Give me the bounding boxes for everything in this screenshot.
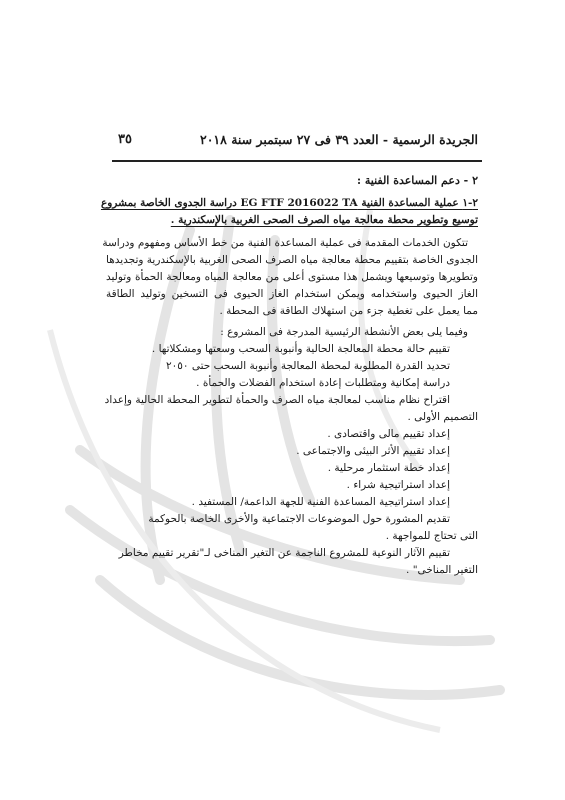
activities-intro: وفيما يلى بعض الأنشطة الرئيسية المدرجة فى المشروع : (220, 326, 468, 338)
subsection-heading-text-2: توسيع وتطوير محطة معالجة مياه الصرف الصحى الغربية بالإسكندرية . (170, 214, 478, 226)
activity-item-continuation: التصميم الأولى . (407, 411, 478, 423)
paragraph-line: وتطويرها وتوسيعها ويشمل هذا مستوى أعلى من معالجة المياه ومعالجة الحمأة وتوليد (106, 271, 478, 283)
activities-list (106, 341, 478, 579)
activity-item: إعداد استراتيجية شراء . (346, 479, 450, 491)
paragraph-line: تتكون الخدمات المقدمة فى عملية المساعدة الفنية من خط الأساس ومفهوم ودراسة (102, 237, 468, 249)
section-heading: ٢ - دعم المساعدة الفنية : (356, 174, 478, 187)
activity-item: تحديد القدرة المطلوبة لمحطة المعالجة وأنبوبة السحب حتى ٢٠٥٠ (165, 360, 450, 372)
activity-item: تقييم حالة محطة المعالجة الحالية وأنبوبة السحب وسعتها ومشكلاتها . (151, 343, 450, 355)
activity-item-continuation: التغير المناخى" . (406, 564, 478, 576)
page-header (118, 132, 478, 154)
header-divider (112, 160, 482, 162)
activity-item: إعداد خطة استثمار مرحلية . (327, 462, 450, 474)
paragraph-line: الغاز الحيوى واستخدامه ويمكن استخدام الغاز الحيوى فى التسخين وتوليد الطاقة (106, 288, 478, 300)
activity-item: إعداد استراتيجية المساعدة الفنية للجهة الداعمة/ المستفيد . (191, 496, 450, 508)
subsection-heading-line-1 (100, 195, 478, 212)
subsection-heading-line-2 (106, 212, 478, 229)
page-number: ٣٥ (118, 132, 132, 147)
description-paragraph (102, 235, 478, 320)
activity-item: اقتراح نظام مناسب لمعالجة مياه الصرف والحمأة لتطوير المحطة الحالية وإعداد (104, 394, 450, 406)
activity-item: إعداد تقييم مالى واقتصادى . (327, 428, 450, 440)
running-title: الجريدة الرسمية - العدد ٣٩ فى ٢٧ سبتمبر سنة ٢٠١٨ (200, 132, 478, 147)
activity-item: إعداد تقييم الأثر البيئى والاجتماعى . (296, 445, 450, 457)
paragraph-line: الجدوى الخاصة بتقييم محطة معالجة مياه الصرف الصحى الغربية بالإسكندرية وتجديدها (106, 254, 478, 266)
activity-item: دراسة إمكانية ومتطلبات إعادة استخدام الفضلات والحمأة . (196, 377, 450, 389)
activity-item: تقييم الآثار النوعية للمشروع الناجمة عن التغير المناخى لـ"تقرير تقييم مخاطر (118, 547, 450, 559)
activity-item: تقديم المشورة حول الموضوعات الاجتماعية والأخرى الخاصة بالحوكمة (148, 513, 450, 525)
paragraph-line: مما يعمل على تغطية جزء من استهلاك الطاقة فى المحطة . (219, 305, 478, 317)
document-body (100, 172, 478, 579)
subsection-heading-text-1: ٢-١ عملية المساعدة الفنية EG FTF 2016022 TA دراسة الجدوى الخاصة بمشروع (100, 197, 478, 209)
activity-item-continuation: التى تحتاج للمواجهة . (385, 530, 478, 542)
